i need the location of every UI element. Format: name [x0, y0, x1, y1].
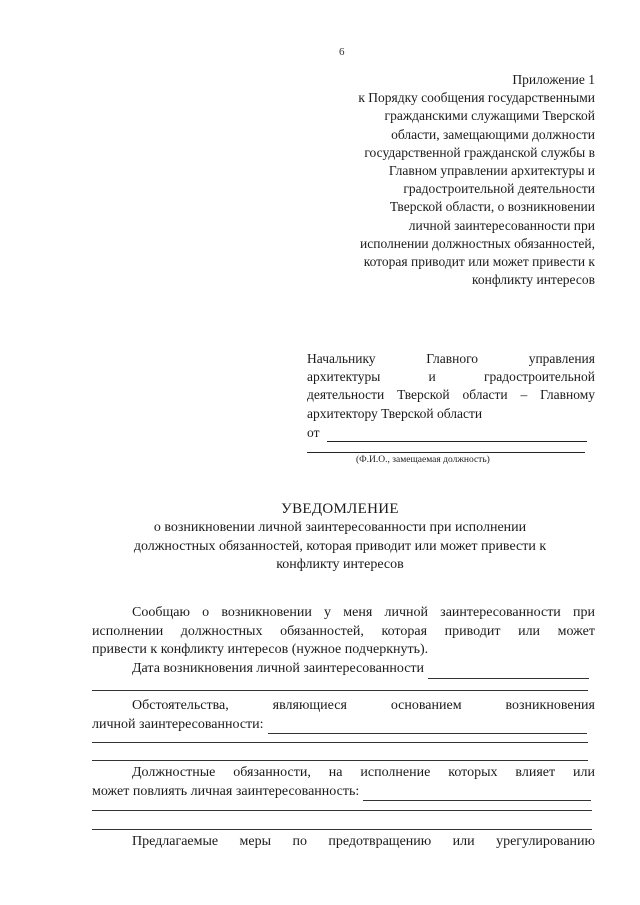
body-line: Обстоятельства, являющиеся основанием возникновения [132, 698, 595, 713]
date-continuation-line[interactable] [92, 690, 588, 691]
body-line: может повлиять личная заинтересованность: [92, 783, 360, 799]
from-label: от [307, 424, 320, 440]
doc-title: УВЕДОМЛЕНИЕ [281, 501, 399, 517]
subtitle-line: должностных обязанностей, которая приводит или может привести к [133, 538, 547, 554]
paragraph-measures [92, 833, 595, 852]
appendix-line: Тверской области, о возникновении [389, 199, 595, 215]
body-line: Предлагаемые меры по предотвращению или урегулированию [132, 834, 595, 849]
page-number: 6 [339, 46, 345, 58]
appendix-line: исполнении должностных обязанностей, [360, 235, 595, 251]
body-line: исполнении должностных обязанностей, которая приводит или может [92, 623, 595, 639]
from-row [307, 424, 595, 442]
appendix-line: области, замещающими должности [391, 126, 595, 142]
addressee-line: деятельности Тверской области – Главному [307, 387, 595, 403]
appendix-line: градостроительной деятельности [403, 181, 595, 197]
notice-title-block [90, 499, 590, 575]
appendix-line: которая приводит или может привести к [363, 254, 595, 270]
subtitle-line: о возникновении личной заинтересованности при исполнении [153, 520, 527, 535]
duties-fill-line[interactable] [363, 787, 591, 801]
addressee-line: Начальнику Главного управления [307, 351, 595, 366]
date-label: Дата возникновения личной заинтересованности [132, 661, 425, 676]
appendix-header [295, 71, 595, 289]
body-line: личной заинтересованности: [92, 716, 264, 732]
appendix-line: личной заинтересованности при [408, 217, 595, 233]
circumstances-fill-line[interactable] [268, 720, 587, 734]
addressee-block [307, 350, 595, 442]
appendix-line: государственной гражданской службы в [364, 144, 595, 160]
body-line: Должностные обязанности, на исполнение которых влияет или [132, 765, 595, 780]
date-row [92, 660, 595, 679]
body-line: Сообщаю о возникновении у меня личной заинтересованности при [132, 605, 595, 620]
appendix-title: Приложение 1 [512, 72, 595, 87]
signature-fill-line[interactable] [307, 452, 585, 453]
duties-line-3[interactable] [92, 829, 592, 830]
body-line: привести к конфликту интересов (нужное подчеркнуть). [92, 642, 429, 657]
circumstances-line-2[interactable] [92, 742, 588, 743]
appendix-line: Главном управлении архитектуры и [388, 163, 595, 179]
date-fill-line[interactable] [428, 665, 589, 679]
appendix-line: конфликту интересов [472, 272, 595, 288]
paragraph-duties [92, 764, 595, 801]
duties-line-2[interactable] [92, 810, 592, 811]
addressee-line: архитектуры и градостроительной [307, 369, 595, 385]
appendix-line: гражданскими служащими Тверской [384, 108, 595, 124]
circumstances-line-3[interactable] [92, 760, 588, 761]
from-fill-line[interactable] [327, 428, 587, 442]
paragraph-circumstances [92, 697, 595, 734]
subtitle-line: конфликту интересов [276, 557, 404, 572]
signature-caption: (Ф.И.О., замещаемая должность) [356, 455, 490, 465]
appendix-line: к Порядку сообщения государственными [358, 90, 595, 106]
paragraph-intro [92, 604, 595, 660]
addressee-line: архитектору Тверской области [307, 405, 483, 421]
